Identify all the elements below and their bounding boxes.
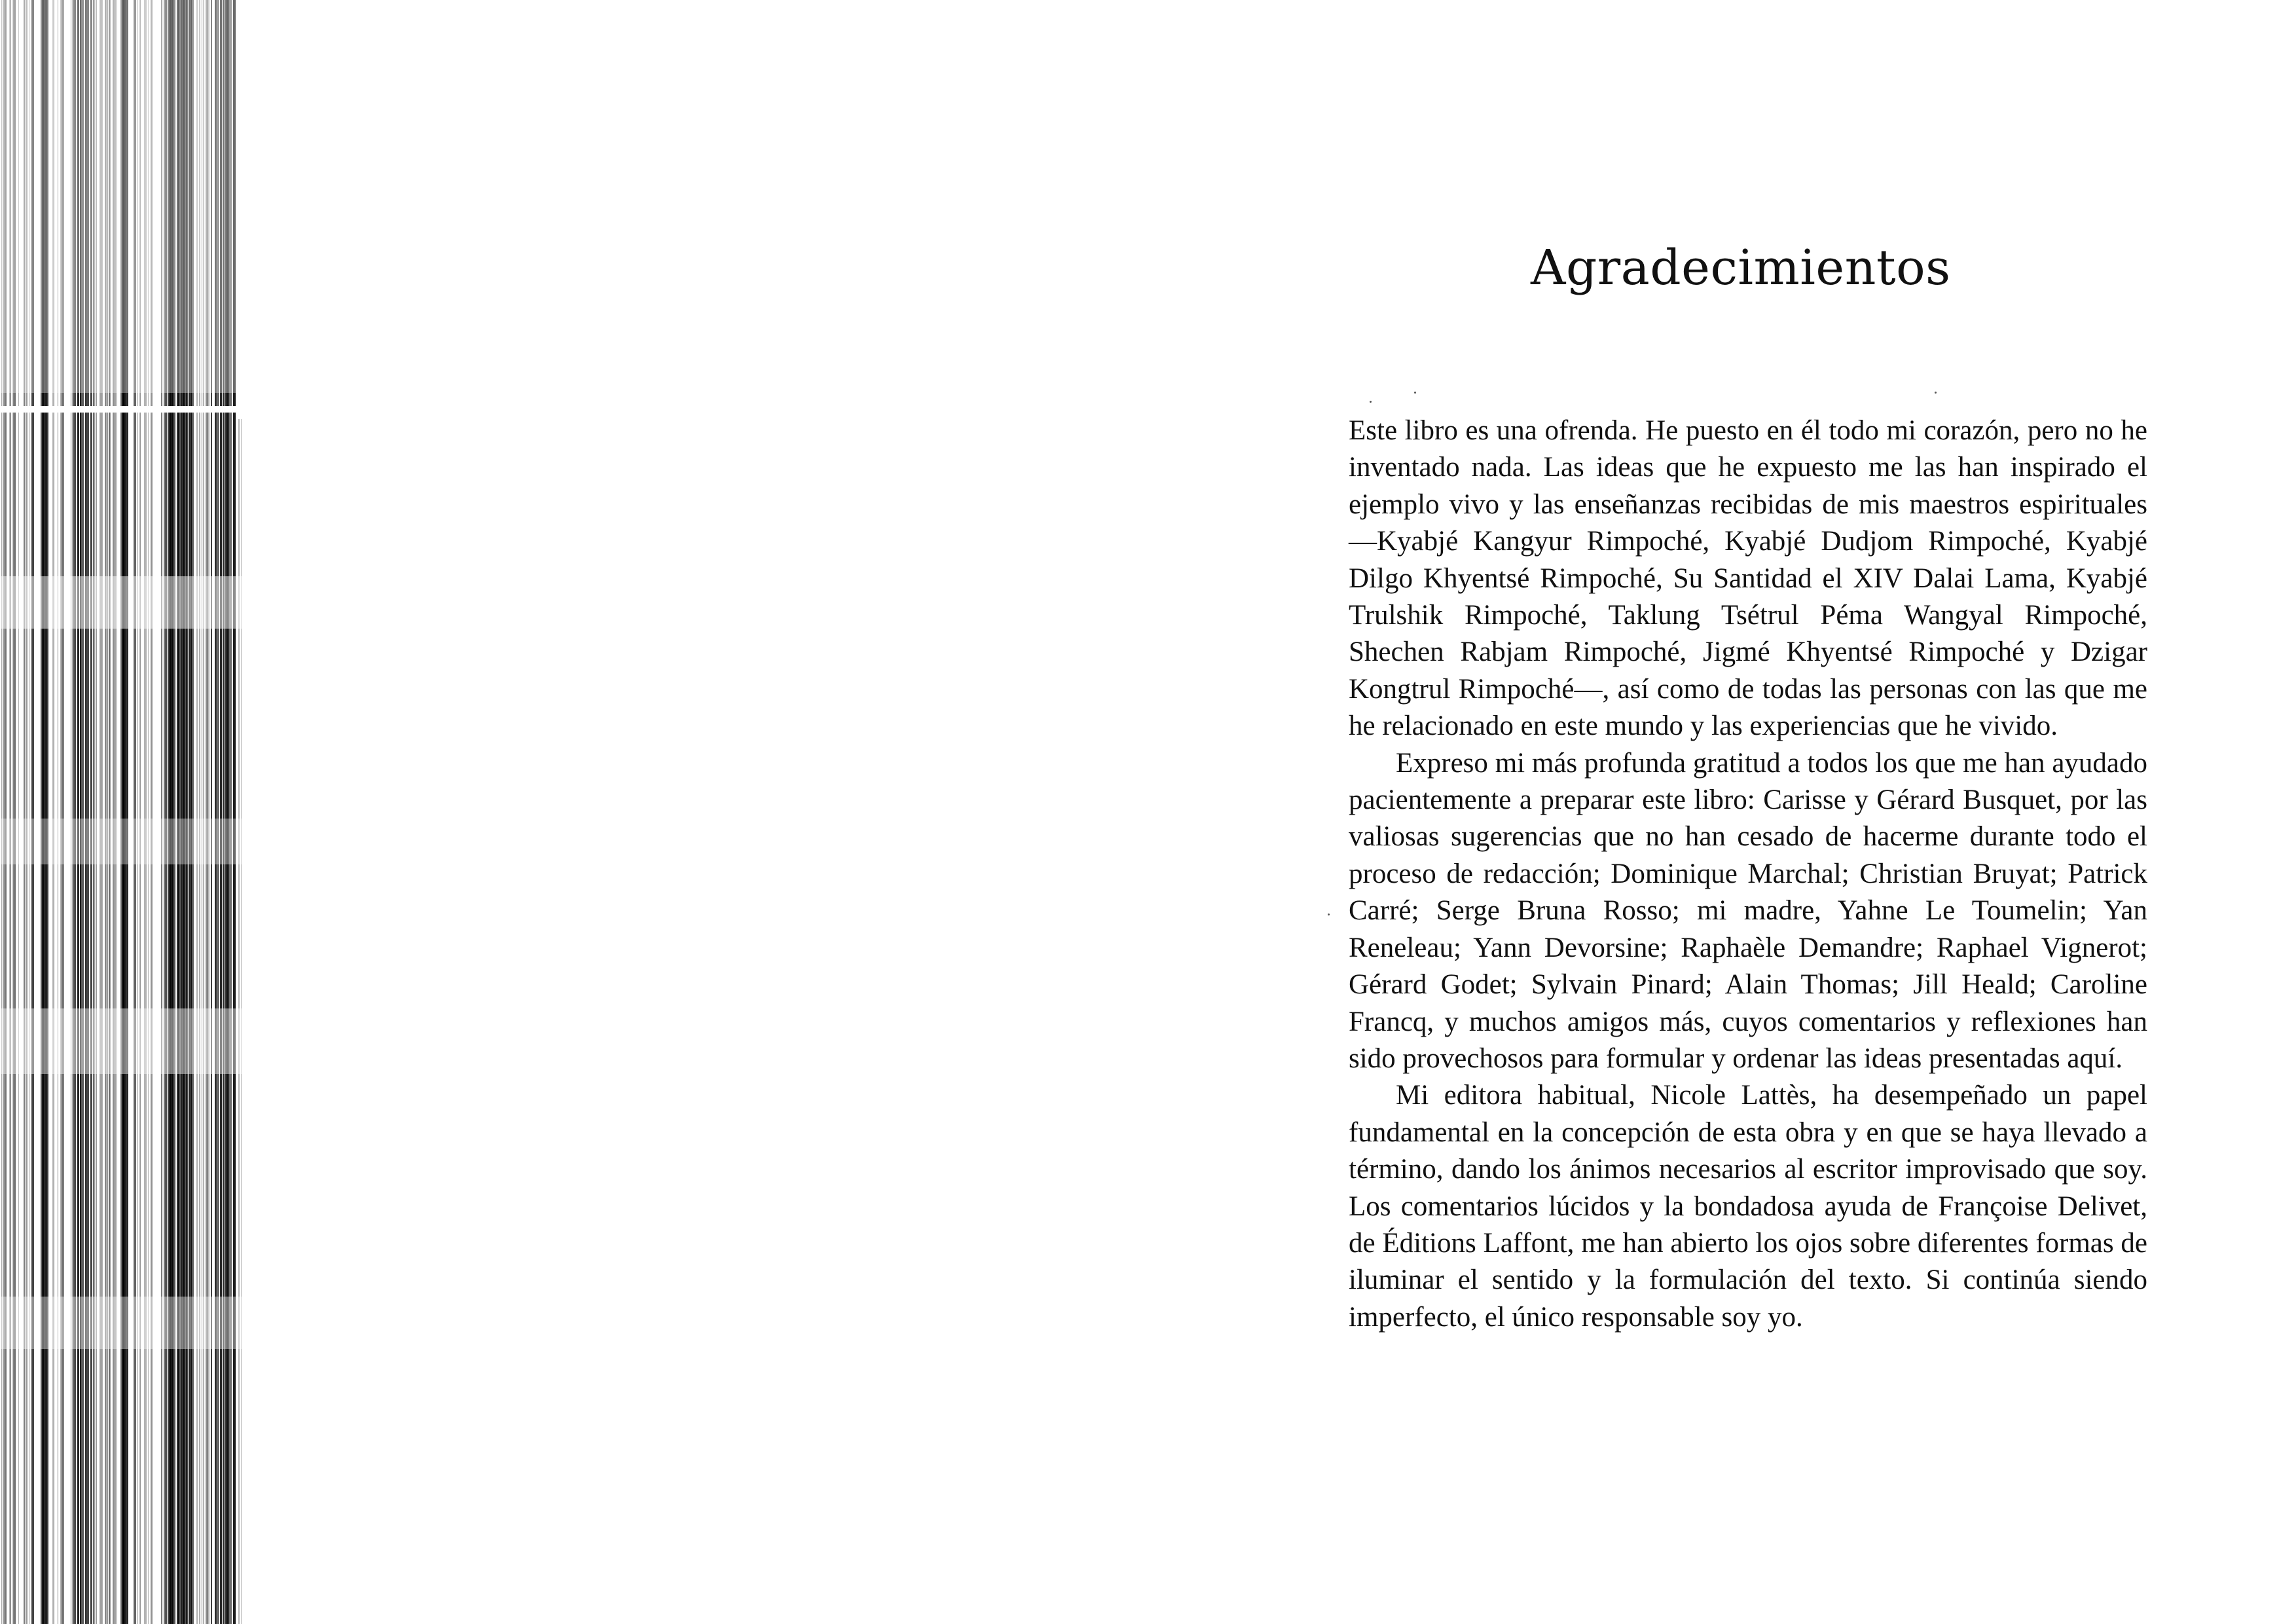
paragraph-3: Mi editora habitual, Nicole Lattès, ha desempeñado un papel fundamental en la concepción de esta obra y en que se haya llevado a término, dando los ánimos necesarios al escritor improvisado que soy. Los comentarios lúcidos y la bondadosa ayuda de Françoise Delivet, de Éditions Laffont, me han abierto los ojos sobre diferentes formas de iluminar el sentido y la formulación del texto. Si continúa siendo imperfecto, el único responsable soy yo. — [1349, 1080, 2147, 1333]
paragraph-1: Este libro es una ofrenda. He puesto en él todo mi corazón, pero no he inventado nada. Las ideas que he expuesto me las han inspirado el ejemplo vivo y las enseñanzas recibidas de mis maestros espirituales —Kyabjé Kangyur Rimpoché, Kyabjé Dudjom Rimpoché, Kyabjé Dilgo Khyentsé Rimpoché, Su Santidad el XIV Dalai Lama, Kyabjé Trulshik Rimpoché, Taklung Tsétrul Péma Wangyal Rimpoché, Shechen Rabjam Rimpoché, Jigmé Khyentsé Rimpoché y Dzigar Kongtrul Rimpoché—, así como de todas las personas con las que me he relacionado en este mundo y las experiencias que he vivido. — [1349, 415, 2147, 742]
scanned-page-edge-artifact — [0, 0, 255, 1624]
paragraph-2: Expreso mi más profunda gratitud a todos los que me han ayudado pacientemente a preparar este libro: Carisse y Gérard Busquet, por las valiosas sugerencias que no han cesado de hacerme durante todo el proceso de redacción; Dominique Marchal; Christian Bruyat; Patrick Carré; Serge Bruna Rosso; mi madre, Yahne Le Toumelin; Yan Reneleau; Yann Devorsine; Raphaèle Demandre; Raphael Vignerot; Gérard Godet; Sylvain Pinard; Alain Thomas; Jill Heald; Caroline Francq, y muchos amigos más, cuyos comentarios y reflexiones han sido provechosos para formular y ordenar las ideas presentadas aquí. — [1349, 747, 2147, 1074]
book-page — [1349, 0, 2147, 1624]
page-title: Agradecimientos — [1531, 240, 1951, 296]
body-text — [1349, 413, 2147, 1336]
